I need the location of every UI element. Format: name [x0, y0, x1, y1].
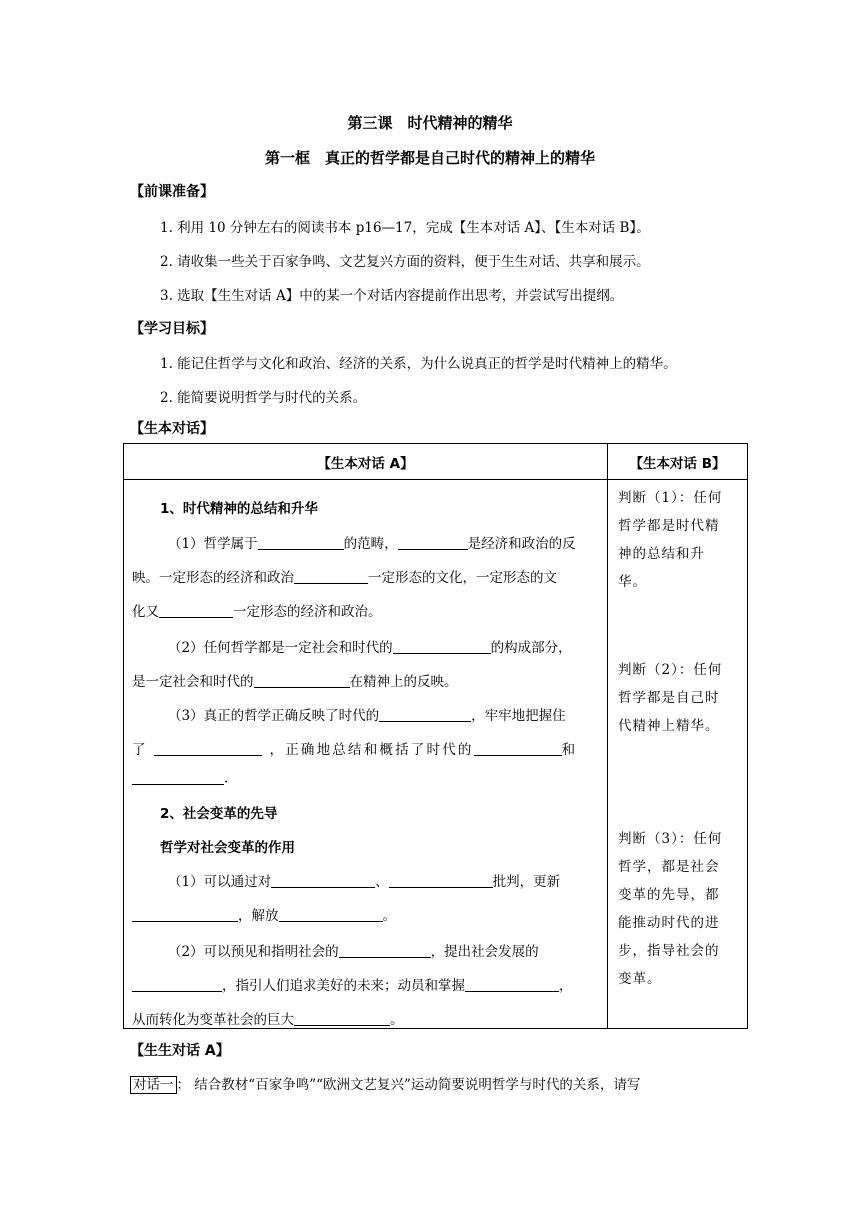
dialogue-heading: 【生本对话】 — [130, 421, 214, 437]
section-title: 第一框 真正的哲学都是自己时代的精神上的精华 — [264, 149, 595, 167]
peer-heading: 【生生对话 A】 — [130, 1043, 230, 1059]
lesson-title: 第三课 时代精神的精华 — [347, 114, 513, 132]
s1-p1-line2: 映。一定形态的经济和政治 一定形态的文化，一定形态的文 — [132, 570, 557, 586]
col-a-cell — [124, 480, 608, 1029]
section1-title: 1、时代精神的总结和升华 — [160, 501, 318, 517]
s2-p2-line3: 从而转化为变革社会的巨大 。 — [132, 1012, 404, 1028]
s2-p2-line2: ，指引人们追求美好的未来；动员和掌握 ， — [132, 974, 573, 994]
judge-2: 判断（2）：任何哲学都是自己时代精神上精华。 — [618, 662, 723, 734]
prep-item-1: 1. 利用 10 分钟左右的阅读书本 p16—17，完成【生本对话 A】、【生本对话 B】。 — [160, 220, 650, 236]
s1-p2-line2: 是一定社会和时代的 在精神上的反映。 — [132, 674, 458, 690]
dialogue-one-label: 对话一 — [130, 1076, 177, 1094]
s1-p1-line1: （1）哲学属于 的范畴， 是经济和政治的反 — [168, 536, 576, 552]
section2-subtitle: 哲学对社会变革的作用 — [160, 840, 295, 856]
s1-p3-line1: （3）真正的哲学正确反映了时代的 ，牢牢地把握住 — [168, 708, 566, 724]
s2-p2-line1: （2）可以预见和指明社会的 ，提出社会发展的 — [168, 944, 539, 960]
s1-p1-line3: 化又 一定形态的经济和政治。 — [132, 604, 382, 620]
s1-p3-line3: . — [132, 770, 228, 787]
col-b-header: 【生本对话 B】 — [608, 444, 748, 480]
s1-p3-line2: 了 ，正确地总结和概括了时代的 和 — [132, 742, 576, 758]
judge-1: 判断（1）：任何哲学都是时代精神的总结和升华。 — [618, 490, 723, 590]
dialogue-table — [123, 443, 748, 1029]
prep-item-2: 2. 请收集一些关于百家争鸣、文艺复兴方面的资料，便于生生对话、共享和展示。 — [160, 254, 650, 270]
peer-dialogue-line — [130, 1073, 640, 1093]
goals-heading: 【学习目标】 — [130, 321, 214, 337]
prep-heading: 【前课准备】 — [130, 184, 214, 200]
col-b-cell — [608, 480, 748, 1029]
s2-p1-line1: （1）可以通过对 、 批判，更新 — [168, 874, 561, 890]
col-a-header: 【生本对话 A】 — [124, 444, 608, 480]
goal-item-1: 1. 能记住哲学与文化和政治、经济的关系，为什么说真正的哲学是时代精神上的精华。 — [160, 356, 677, 372]
goal-item-2: 2. 能简要说明哲学与时代的关系。 — [160, 390, 367, 406]
peer-dialogue-text: ： 结合教材“百家争鸣”“欧洲文艺复兴”运动简要说明哲学与时代的关系，请写 — [176, 1077, 641, 1093]
section2-title: 2、社会变革的先导 — [160, 806, 278, 822]
judge-3: 判断（3）：任何哲学，都是社会变革的先导，都能推动时代的进步，指导社会的变革。 — [618, 831, 723, 987]
s2-p1-line2: ，解放 。 — [132, 904, 396, 924]
s1-p2-line1: （2）任何哲学都是一定社会和时代的 的构成部分， — [168, 640, 572, 656]
prep-item-3: 3. 选取【生生对话 A】中的某一个对话内容提前作出思考，并尝试写出提纲。 — [160, 288, 624, 304]
